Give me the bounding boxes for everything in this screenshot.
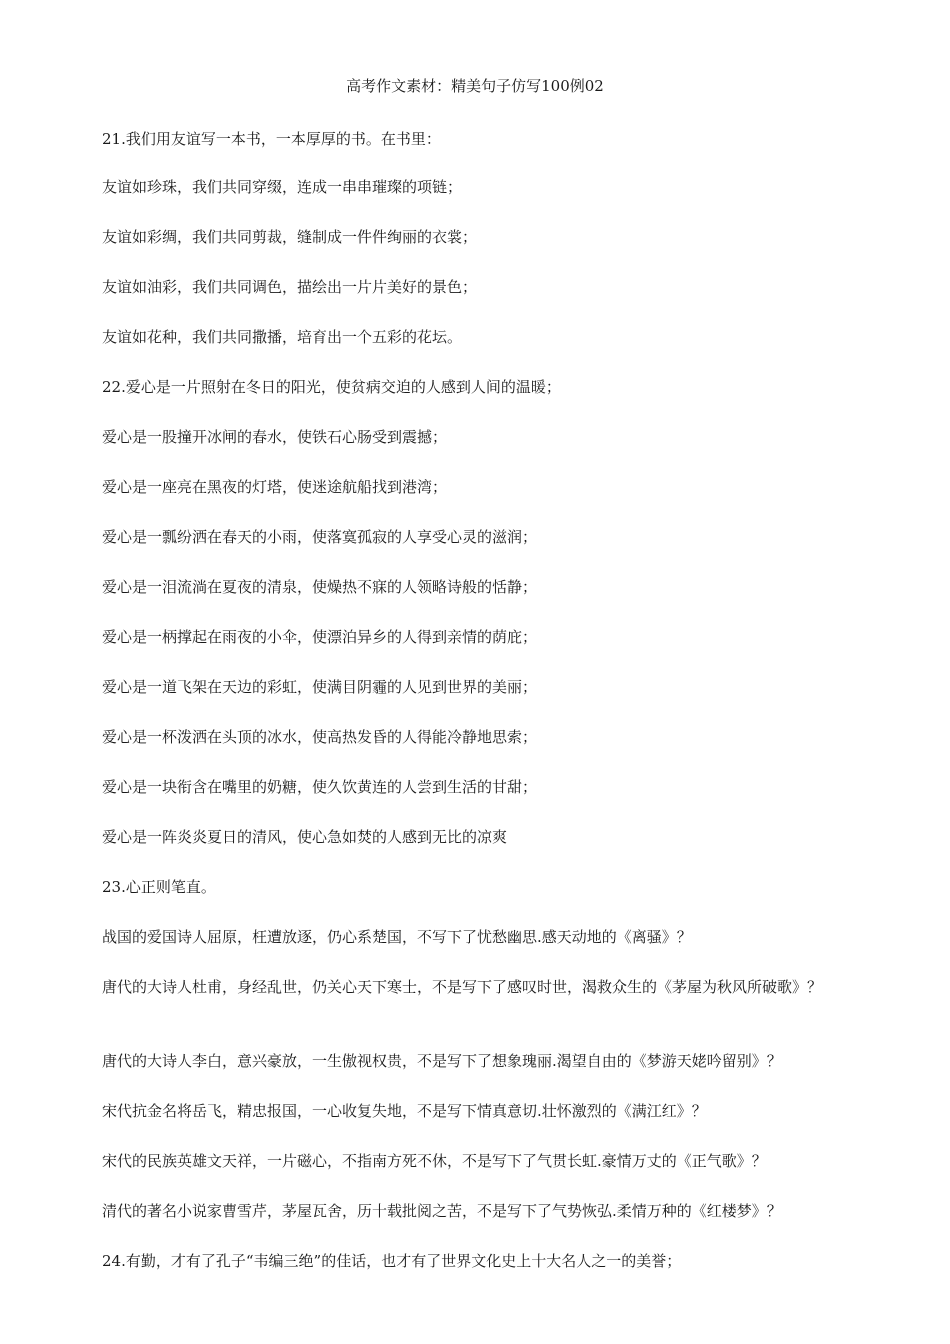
paragraph: 友谊如彩绸，我们共同剪裁，缝制成一件件绚丽的衣裳； — [102, 228, 478, 246]
paragraph: 22.爱心是一片照射在冬日的阳光，使贫病交迫的人感到人间的温暖； — [102, 378, 561, 396]
paragraph: 爱心是一座亮在黑夜的灯塔，使迷途航船找到港湾； — [102, 478, 448, 496]
paragraph: 友谊如花种，我们共同撒播，培育出一个五彩的花坛。 — [102, 328, 463, 346]
paragraph: 爱心是一杯泼洒在头顶的冰水，使高热发昏的人得能冷静地思索； — [102, 728, 538, 746]
paragraph: 爱心是一瓢纷洒在春天的小雨，使落寞孤寂的人享受心灵的滋润； — [102, 528, 538, 546]
paragraph: 唐代的大诗人杜甫，身经乱世，仍关心天下寒士，不是写下了感叹时世，渴救众生的《茅屋为秋风所破歌》？ — [102, 978, 823, 996]
paragraph: 爱心是一阵炎炎夏日的清风，使心急如焚的人感到无比的凉爽 — [102, 828, 508, 846]
paragraph: 唐代的大诗人李白，意兴豪放，一生傲视权贵，不是写下了想象瑰丽.渴望自由的《梦游天姥吟留别》？ — [102, 1052, 782, 1070]
paragraph: 23.心正则笔直。 — [102, 878, 216, 896]
paragraph: 宋代的民族英雄文天祥，一片磁心，不指南方死不休，不是写下了气贯长虹.豪情万丈的《正气歌》？ — [102, 1152, 767, 1170]
paragraph: 爱心是一柄撑起在雨夜的小伞，使漂泊异乡的人得到亲情的荫庇； — [102, 628, 538, 646]
paragraph: 友谊如珍珠，我们共同穿缀，连成一串串璀璨的项链； — [102, 178, 463, 196]
document-title: 高考作文素材：精美句子仿写100例02 — [346, 77, 604, 95]
paragraph: 战国的爱国诗人屈原，枉遭放逐，仍心系楚国，不写下了忧愁幽思.感天动地的《离骚》？ — [102, 928, 692, 946]
paragraph: 爱心是一块衔含在嘴里的奶糖，使久饮黄连的人尝到生活的甘甜； — [102, 778, 538, 796]
paragraph: 24.有勤，才有了孔子“韦编三绝”的佳话，也才有了世界文化史上十大名人之一的美誉； — [102, 1252, 682, 1270]
paragraph: 宋代抗金名将岳飞，精忠报国，一心收复失地，不是写下情真意切.壮怀激烈的《满江红》？ — [102, 1102, 707, 1120]
paragraph: 清代的著名小说家曹雪芹，茅屋瓦舍，历十载批阅之苦，不是写下了气势恢弘.柔情万种的《红楼梦》？ — [102, 1202, 782, 1220]
paragraph: 友谊如油彩，我们共同调色，描绘出一片片美好的景色； — [102, 278, 478, 296]
paragraph: 爱心是一道飞架在天边的彩虹，使满目阴霾的人见到世界的美丽； — [102, 678, 538, 696]
paragraph: 21.我们用友谊写一本书，一本厚厚的书。在书里： — [102, 130, 441, 148]
paragraph: 爱心是一股撞开冰闸的春水，使铁石心肠受到震撼； — [102, 428, 448, 446]
paragraph: 爱心是一泪流淌在夏夜的清泉，使燥热不寐的人领略诗般的恬静； — [102, 578, 538, 596]
